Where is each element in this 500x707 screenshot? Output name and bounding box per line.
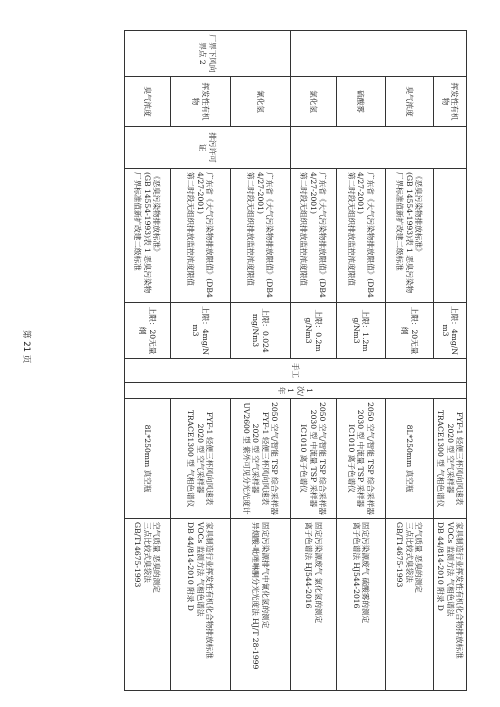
analysis-cell: 空气质量 恶臭的测定 三点比较式臭袋法 GB/T14675-1993 — [124, 519, 170, 691]
analysis-cell: 家具制造行业挥发性有机化合物排放标准 VOCs 监测方法 气相色谱法 DB 44/814-2010 附录 D — [433, 519, 466, 691]
pollutant-cell: 氰化氢 — [230, 77, 290, 127]
limit-cell: 上限：20无量纲 — [124, 303, 170, 359]
instrument-cell: 2050 空气/智能 TSP 综合采样器 FYF-1 轻便三杯风向风速表 2020 型 空气采样器 UV2600 型 紫外可见分光光度计 — [230, 399, 290, 519]
pollutant-cell: 臭气浓度 — [124, 77, 170, 127]
pollutant-cell: 硫酸雾 — [336, 77, 385, 127]
pollutant-cell: 挥发性有机物 — [433, 77, 466, 127]
point-cell: 厂界下风向界点 2 — [124, 31, 290, 77]
pollutant-cell: 氯化氢 — [290, 77, 336, 127]
limit-cell: 上限：4mg/Nm3 — [433, 303, 466, 359]
frequency-cell: 1次/1年 — [124, 383, 466, 399]
standard-ref-cell-blank — [290, 127, 466, 169]
limit-cell: 上限：4mg/Nm3 — [170, 303, 230, 359]
sampling-method-cell: 手工 — [124, 359, 466, 383]
limit-cell: 上限：0.024mg/Nm3 — [230, 303, 290, 359]
instrument-cell: 8L*250mm 真空瓶 — [385, 399, 433, 519]
instrument-cell: 8L*250mm 真空瓶 — [124, 399, 170, 519]
analysis-cell: 固定污染源废气 硫酸雾的测定 离子色谱法 HJ544-2016 — [336, 519, 385, 691]
limit-cell: 上限：1.2mg/Nm3 — [336, 303, 385, 359]
standard-cell: 广东省《大气污染物排放限值》(DB44/27-2001) 第二时段无组织排放监控浓度限值 — [230, 169, 290, 303]
analysis-cell: 固定污染源排气中氰化氢的测定 异烟酸-吡唑啉酮分光光度法 HJ/T 28-1999 — [230, 519, 290, 691]
analysis-cell: 固定污染源废气 氯化氢的测定 离子色谱法 HJ544-2016 — [290, 519, 336, 691]
standard-cell: 广东省《大气污染物排放限值》(DB44/27-2001) 第二时段无组织排放监控浓度限值 — [290, 169, 336, 303]
point-cell-blank — [290, 31, 466, 77]
limit-cell: 上限：20无量纲 — [385, 303, 433, 359]
instrument-cell: 2050 空气/智能 TSP 综合采样器 2030 型 中流量 TSP 采样器 IC1010 离子色谱仪 — [290, 399, 336, 519]
page-number: 第 21 页 — [21, 330, 31, 364]
instrument-cell: 2050 空气/智能 TSP 综合采样器 2030 型 中流量 TSP 采样器 IC1010 离子色谱仪 — [336, 399, 385, 519]
standard-cell: 《恶臭污染物排放标准》 (GB 14554-1993)表 1 恶臭污染物厂界标准值新扩改建二级标准 — [124, 169, 170, 303]
analysis-cell: 家具制造行业挥发性有机化合物排放标准 VOCs 监测方法 气相色谱法 DB 44/814-2010 附录 D — [170, 519, 230, 691]
pollutant-cell: 臭气浓度 — [385, 77, 433, 127]
monitoring-table — [124, 30, 467, 691]
table-row — [433, 31, 466, 691]
limit-cell: 上限：0.2mg/Nm3 — [290, 303, 336, 359]
instrument-cell: FYF-1 轻便三杯风向风速表 2020 型 空气采样器 TRACE1300 型 气相色谱仪 — [433, 399, 466, 519]
standard-cell: 广东省《大气污染物排放限值》(DB44/27-2001) 第二时段无组织排放监控浓度限值 — [170, 169, 230, 303]
standard-ref-cell: 排污许可证 — [124, 127, 290, 169]
standard-cell-blank — [433, 169, 466, 303]
pollutant-cell: 挥发性有机物 — [170, 77, 230, 127]
instrument-cell: FYF-1 轻便三杯风向风速表 2020 型 空气采样器 TRACE1300 型 气相色谱仪 — [170, 399, 230, 519]
standard-cell: 广东省《大气污染物排放限值》(DB44/27-2001) 第二时段无组织排放监控浓度限值 — [336, 169, 385, 303]
standard-cell: 《恶臭污染物排放标准》 (GB 14554-1993)表 1 恶臭污染物厂界标准值新扩改建二级标准 — [385, 169, 433, 303]
analysis-cell: 空气质量 恶臭的测定 三点比较式臭袋法 GB/T14675-1993 — [385, 519, 433, 691]
